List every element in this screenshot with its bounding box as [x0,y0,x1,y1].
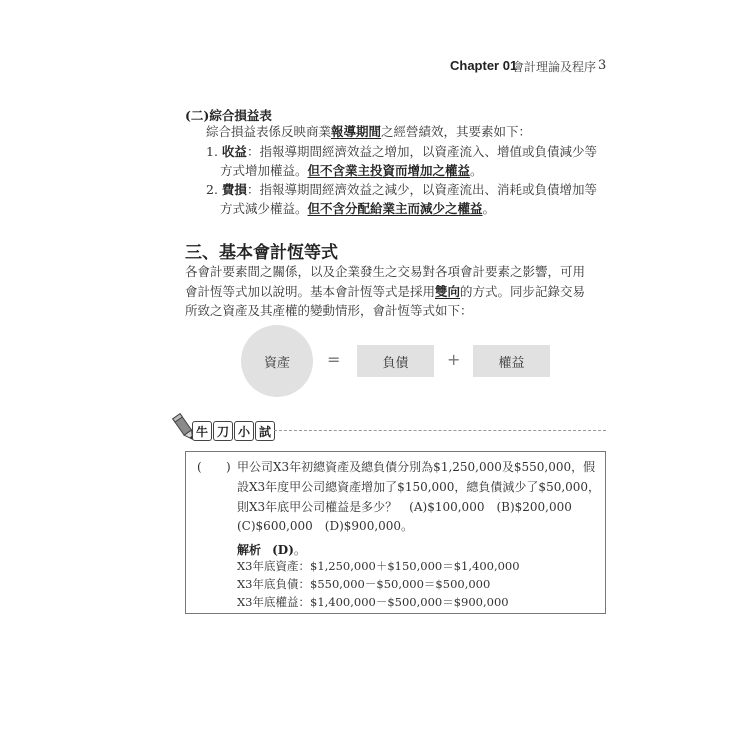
quiz-title-char: 小 [234,421,254,441]
item-expense-line2 [220,199,495,219]
intro-text-bold: 報導期間 [331,124,382,139]
equation-paragraph-line3: 所致之資產及其產權的變動情形，會計恆等式如下： [185,303,473,318]
revenue-term: 收益 [221,144,247,159]
expense-line2-pre: 方式減少權益。 [220,201,308,216]
revenue-line2-post: 。 [470,163,483,178]
revenue-exclusion: 但不含業主投資而增加之權益 [307,163,471,178]
expense-definition: ：指報導期間經濟效益之減少，以資產流出、消耗或負債增加等 [246,182,597,197]
intro-text-pre: 綜合損益表係反映商業 [206,124,332,139]
plus-sign: + [447,350,461,369]
line2-pre: 會計恆等式加以說明。基本會計恆等式是採用 [185,284,436,299]
quiz-title-char: 刀 [213,421,233,441]
intro-text-post: 之經營績效，其要素如下： [381,124,532,139]
page-number: 3 [598,58,607,73]
quiz-divider [274,430,606,431]
equation-paragraph-line1: 各會計要素間之關係，以及企業發生之交易對各項會計要素之影響，可用 [185,264,586,279]
expense-line2-post: 。 [482,201,496,216]
equals-sign: = [327,350,341,369]
question-line1: 甲公司X3年初總資產及總負債分別為$1,250,000及$550,000，假 [237,460,596,474]
chapter-title: 會計理論及程序 [512,60,597,74]
revenue-definition: ：指報導期間經濟效益之增加，以資產流入、增值或負債減少等 [246,144,597,159]
item-expense-line1 [206,180,597,200]
line2-post: 的方式。同步記錄交易 [460,284,586,299]
equation-paragraph-line2 [185,282,585,302]
liabilities-box [357,345,434,377]
revenue-line2-pre: 方式增加權益。 [220,163,308,178]
answer-paren-open: ( [197,460,202,474]
quiz-title-char: 牛 [192,421,212,441]
question-line3: 則X3年底甲公司權益是多少？ (A)$100,000 (B)$200,000 [237,500,572,514]
solution-label: 解析 [237,543,262,557]
item-number: 1. [206,144,218,159]
question-line4: (C)$600,000 (D)$900,000。 [237,519,414,533]
item-number: 2. [206,182,218,197]
section-heading-income-statement: (二)綜合損益表 [185,108,272,123]
assets-circle [241,325,313,397]
solution-line3: X3年底權益：$1,400,000－$500,000＝$900,000 [237,595,509,609]
equity-label: 權益 [498,355,525,371]
item-revenue-line1 [206,142,597,162]
equity-box [473,345,550,377]
double-entry-term: 雙向 [435,284,461,299]
quiz-title [192,421,275,441]
expense-exclusion: 但不含分配給業主而減少之權益 [307,201,483,216]
answer-value: (D) [272,543,294,557]
solution-line2: X3年底負債：$550,000－$50,000＝$500,000 [237,577,491,591]
answer-suffix: 。 [293,543,306,557]
liabilities-label: 負債 [382,355,409,371]
expense-term: 費損 [221,182,247,197]
item-revenue-line2 [220,161,483,181]
assets-label: 資產 [263,355,290,371]
solution-header [237,539,306,558]
section-heading-accounting-equation: 三、基本會計恆等式 [185,243,338,263]
quiz-title-char: 試 [255,421,275,441]
chapter-label: Chapter 01 [450,58,518,73]
income-statement-intro [206,122,531,142]
question-line2: 設X3年度甲公司總資產增加了$150,000，總負債減少了$50,000， [237,480,601,494]
solution-line1: X3年底資產：$1,250,000＋$150,000＝$1,400,000 [237,559,520,573]
answer-paren-close: ) [226,460,231,474]
